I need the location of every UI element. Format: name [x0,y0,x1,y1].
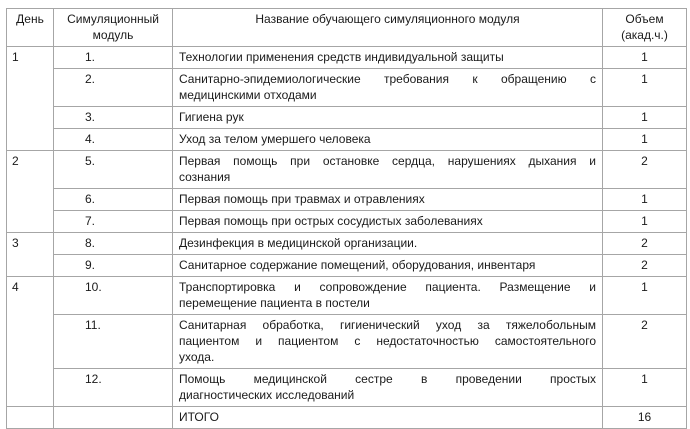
module-title-cell [173,47,603,69]
title-line: Дезинфекция в медицинской организации. [179,236,418,250]
day-cell: 1 [7,47,54,151]
day-cell: 4 [7,277,54,407]
title-line: ухода. [179,350,215,364]
volume-cell: 1 [603,189,687,211]
title-line: Транспортировка и сопровождение пациента. Размещение и [179,280,596,294]
module-number-cell: 3. [54,107,173,129]
title-line: Гигиена рук [179,110,244,124]
simulation-modules-table [6,8,687,429]
module-number-cell: 2. [54,69,173,107]
module-title-cell [173,129,603,151]
header-volume: Объем (акад.ч.) [603,9,687,47]
module-number-cell: 4. [54,129,173,151]
module-number-cell: 5. [54,151,173,189]
total-label-cell: ИТОГО [173,407,603,429]
title-line: Санитарная обработка, гигиенический уход за тяжелобольным [179,318,596,332]
module-number-cell: 12. [54,369,173,407]
title-line: медицинскими отходами [179,88,317,102]
module-number-cell: 7. [54,211,173,233]
day-cell: 3 [7,233,54,277]
module-cell-empty [54,407,173,429]
module-title-cell [173,255,603,277]
table-row [7,69,687,107]
module-title-cell [173,369,603,407]
module-title-cell [173,107,603,129]
volume-cell: 2 [603,255,687,277]
title-line: Санитарное содержание помещений, оборудования, инвентаря [179,258,536,272]
module-title-cell [173,277,603,315]
module-number-cell: 1. [54,47,173,69]
module-number-cell: 8. [54,233,173,255]
volume-cell: 2 [603,315,687,369]
title-line: диагностических исследований [179,388,355,402]
title-line: Первая помощь при травмах и отравлениях [179,192,425,206]
volume-cell: 2 [603,233,687,255]
day-cell-empty [7,407,54,429]
title-line: сознания [179,170,231,184]
table-row [7,255,687,277]
title-line: перемещение пациента в постели [179,296,370,310]
module-number-cell: 9. [54,255,173,277]
volume-cell: 1 [603,47,687,69]
module-title-cell [173,151,603,189]
volume-cell: 1 [603,69,687,107]
table-row [7,129,687,151]
module-title-cell [173,69,603,107]
volume-cell: 1 [603,129,687,151]
title-line: Первая помощь при острых сосудистых заболеваниях [179,214,483,228]
header-row [7,9,687,47]
title-line: Помощь медицинской сестре в проведении простых [179,372,596,386]
total-row [7,407,687,429]
table-row [7,211,687,233]
header-module: Симуляционный модуль [54,9,173,47]
title-line: Технологии применения средств индивидуальной защиты [179,50,504,64]
module-title-cell [173,211,603,233]
table-row [7,277,687,315]
volume-cell: 1 [603,369,687,407]
title-line: Санитарно-эпидемиологические требования к обращению с [179,72,596,86]
module-title-cell [173,233,603,255]
table-row [7,107,687,129]
volume-cell: 1 [603,107,687,129]
title-line: пациентом и пациентом с недостаточностью самостоятельного [179,334,596,348]
table-row [7,47,687,69]
header-title: Название обучающего симуляционного модуля [173,9,603,47]
volume-cell: 2 [603,151,687,189]
volume-cell: 1 [603,277,687,315]
module-number-cell: 6. [54,189,173,211]
table-row [7,233,687,255]
module-number-cell: 11. [54,315,173,369]
volume-cell: 1 [603,211,687,233]
module-title-cell [173,315,603,369]
total-value-cell: 16 [603,407,687,429]
module-title-cell [173,189,603,211]
table-row [7,151,687,189]
title-line: Первая помощь при остановке сердца, нарушениях дыхания и [179,154,596,168]
table-row [7,369,687,407]
header-day: День [7,9,54,47]
day-cell: 2 [7,151,54,233]
module-number-cell: 10. [54,277,173,315]
table-row [7,315,687,369]
table-row [7,189,687,211]
title-line: Уход за телом умершего человека [179,132,371,146]
